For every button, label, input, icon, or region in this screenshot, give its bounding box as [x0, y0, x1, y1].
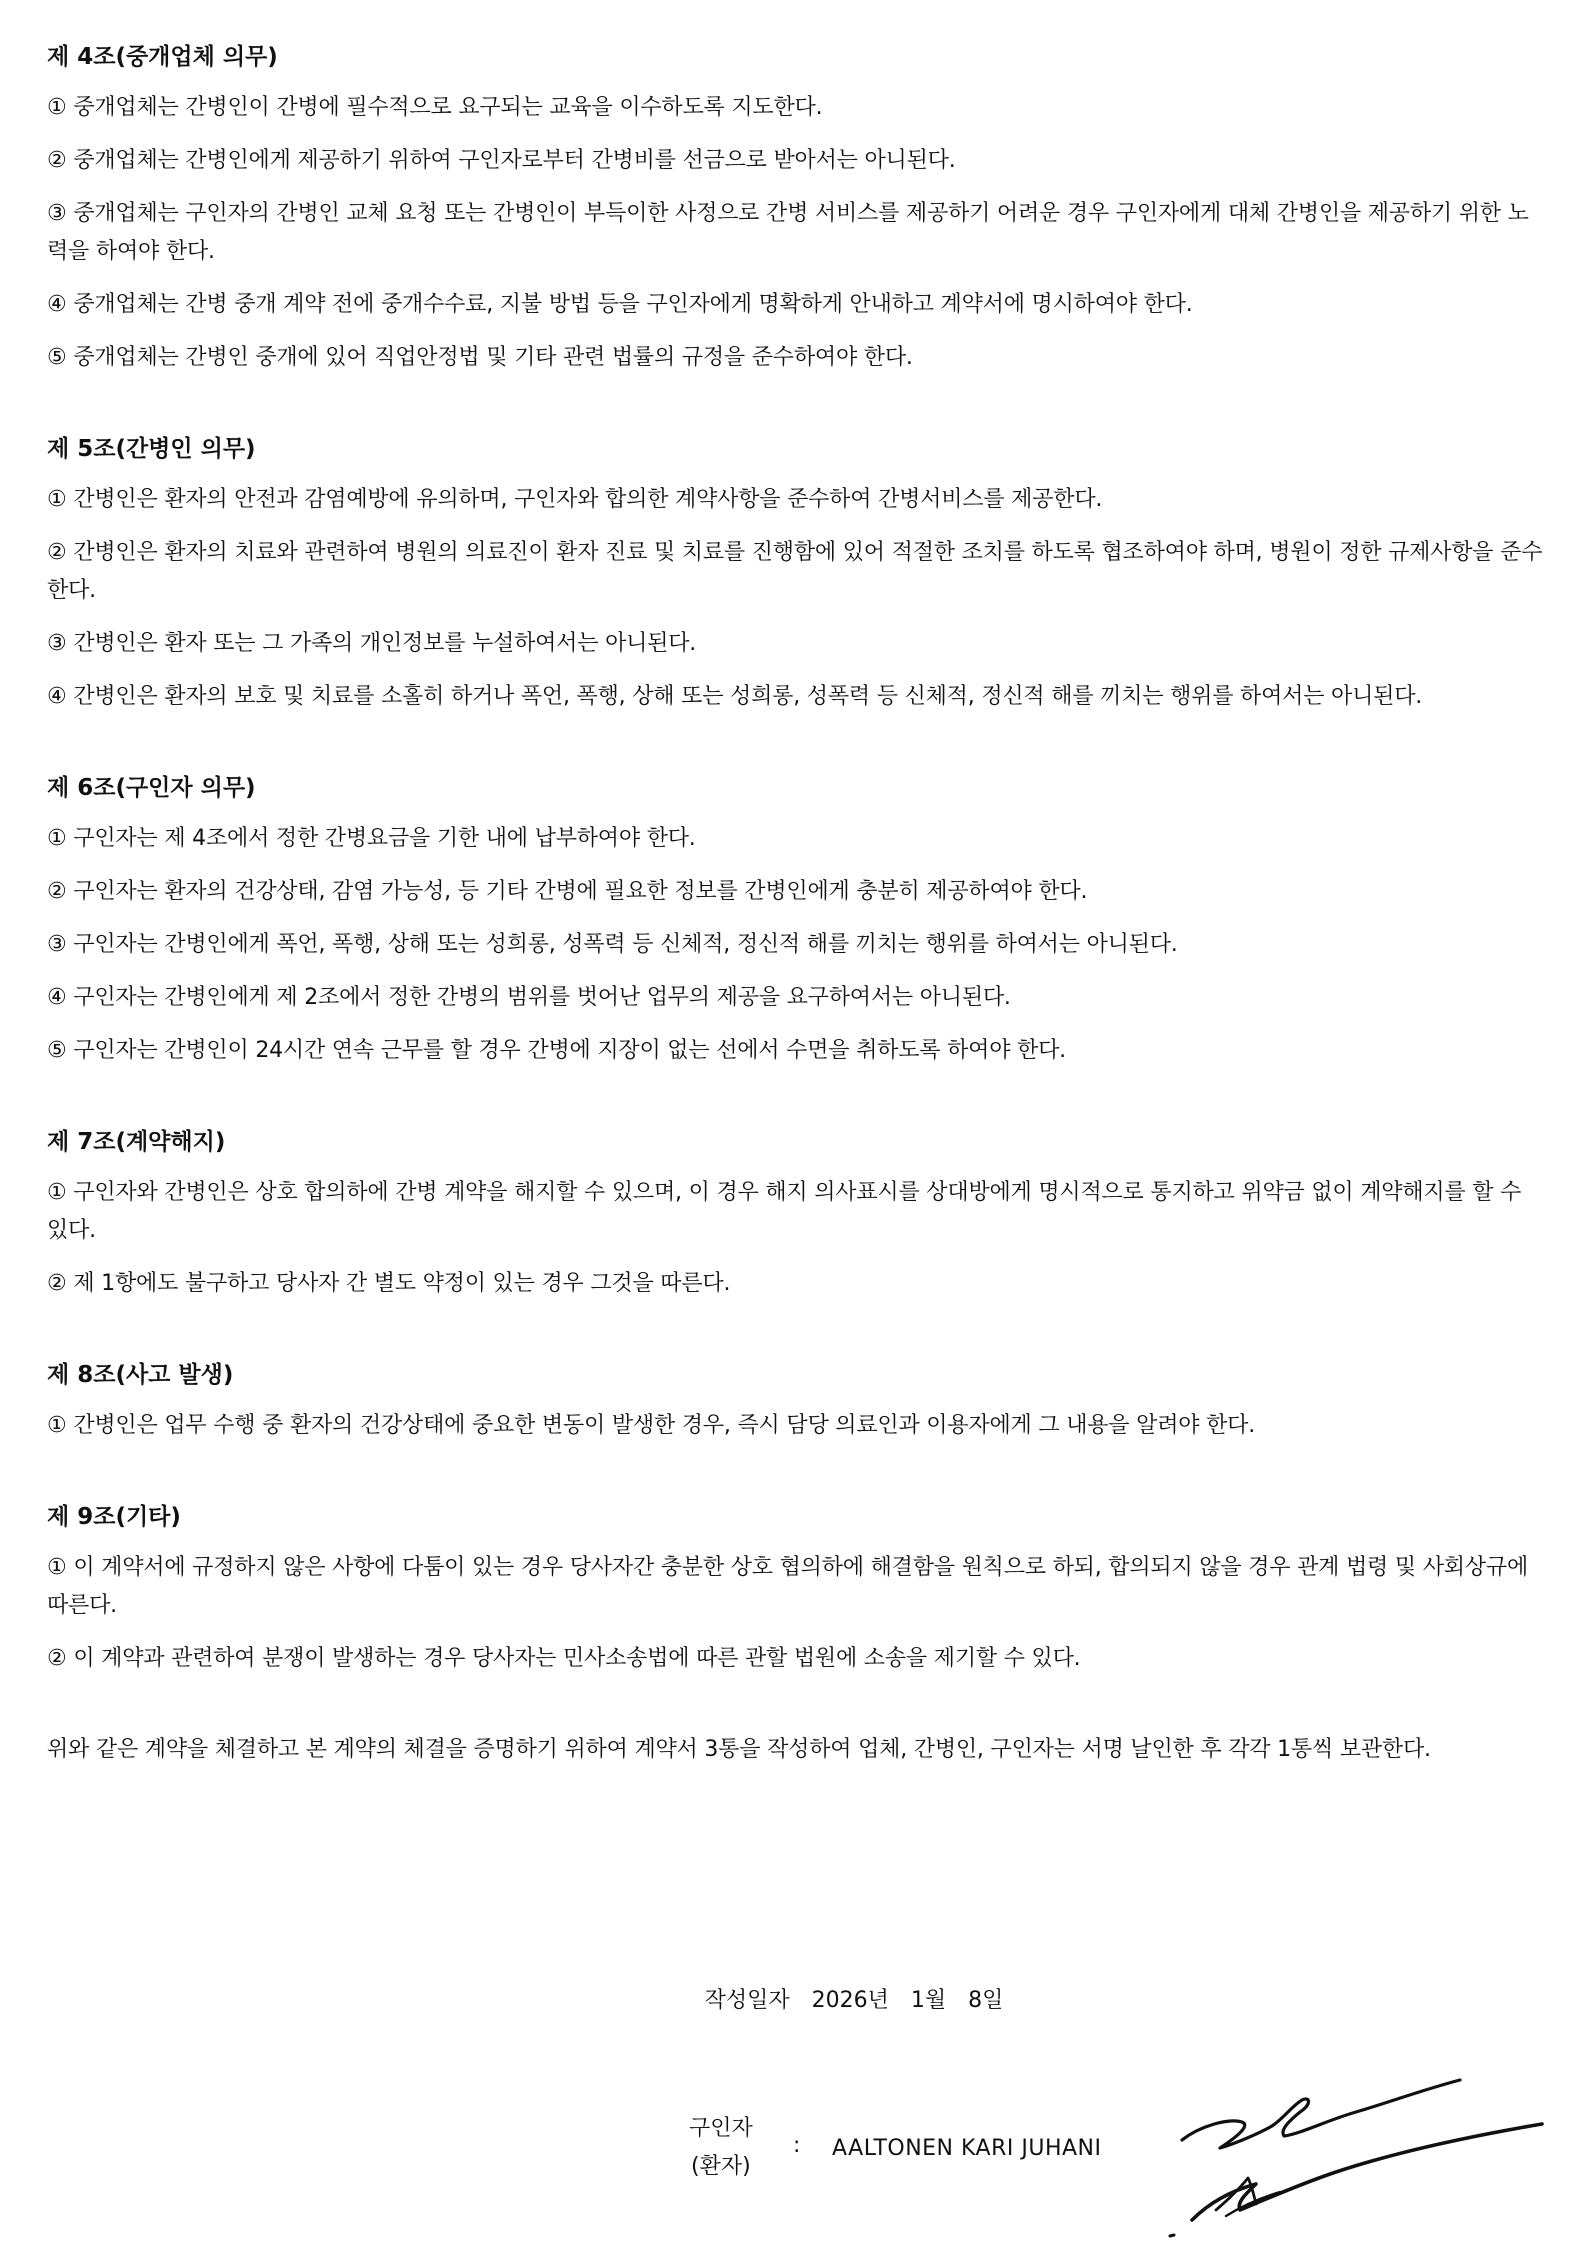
- signatory-role: [689, 2110, 753, 2186]
- clause: ② 제 1항에도 불구하고 당사자 간 별도 약정이 있는 경우 그것을 따른다.: [47, 1271, 731, 1296]
- signatory-role-sub: (환자): [691, 2154, 751, 2179]
- clause: ① 구인자는 제 4조에서 정한 간병요금을 기한 내에 납부하여야 한다.: [47, 826, 696, 851]
- clause: ① 구인자와 간병인은 상호 합의하에 간병 계약을 해지할 수 있으며, 이 경우 해지 의사표시를 상대방에게 명시적으로 통지하고 위약금 없이 계약해지를 할 수 있다.: [47, 1180, 1522, 1243]
- handwritten-signature: [1160, 2060, 1560, 2245]
- signatory-role-title: 구인자: [689, 2116, 753, 2141]
- contract-document: [47, 38, 1547, 1791]
- clause: ① 이 계약서에 규정하지 않은 사항에 다툼이 있는 경우 당사자간 충분한 상호 협의하에 해결함을 원칙으로 하되, 합의되지 않을 경우 관계 법령 및 사회상규에 따른다.: [47, 1555, 1528, 1618]
- date-line: [0, 1983, 1588, 2019]
- clause: ⑤ 중개업체는 간병인 중개에 있어 직업안정법 및 기타 관련 법률의 규정을 준수하여야 한다.: [47, 345, 913, 370]
- article-9: [47, 1498, 1547, 1678]
- article-title: 제 9조(기타): [47, 1504, 181, 1530]
- clause: ④ 중개업체는 간병 중개 계약 전에 중개수수료, 지불 방법 등을 구인자에게 명확하게 안내하고 계약서에 명시하여야 한다.: [47, 292, 1193, 317]
- article-5: [47, 430, 1547, 716]
- closing-statement: 위와 같은 계약을 체결하고 본 계약의 체결을 증명하기 위하여 계약서 3통을 작성하여 업체, 간병인, 구인자는 서명 날인한 후 각각 1통씩 보관한다.: [47, 1737, 1431, 1762]
- clause: ① 간병인은 업무 수행 중 환자의 건강상태에 중요한 변동이 발생한 경우, 즉시 담당 의료인과 이용자에게 그 내용을 알려야 한다.: [47, 1413, 1255, 1438]
- article-title: 제 8조(사고 발생): [47, 1362, 234, 1388]
- clause: ② 구인자는 환자의 건강상태, 감염 가능성, 등 기타 간병에 필요한 정보를 간병인에게 충분히 제공하여야 한다.: [47, 879, 1088, 904]
- clause: ④ 구인자는 간병인에게 제 2조에서 정한 간병의 범위를 벗어난 업무의 제공을 요구하여서는 아니된다.: [47, 985, 1011, 1010]
- date-year: 2026년: [811, 1988, 889, 2013]
- article-title: 제 5조(간병인 의무): [47, 436, 256, 462]
- clause: ⑤ 구인자는 간병인이 24시간 연속 근무를 할 경우 간병에 지장이 없는 선에서 수면을 취하도록 하여야 한다.: [47, 1038, 1066, 1063]
- clause: ② 간병인은 환자의 치료와 관련하여 병원의 의료진이 환자 진료 및 치료를 진행함에 있어 적절한 조치를 하도록 협조하여야 하며, 병원이 정한 규제사항을 준수한다.: [47, 540, 1543, 603]
- clause: ③ 간병인은 환자 또는 그 가족의 개인정보를 누설하여서는 아니된다.: [47, 631, 697, 656]
- article-6: [47, 769, 1547, 1070]
- date-label: 작성일자: [704, 1988, 790, 2013]
- clause: ② 이 계약과 관련하여 분쟁이 발생하는 경우 당사자는 민사소송법에 따른 관할 법원에 소송을 제기할 수 있다.: [47, 1646, 1081, 1671]
- signatory-name: AALTONEN KARI JUHANI: [832, 2136, 1102, 2161]
- clause: ② 중개업체는 간병인에게 제공하기 위하여 구인자로부터 간병비를 선금으로 받아서는 아니된다.: [47, 148, 956, 173]
- clause: ① 중개업체는 간병인이 간병에 필수적으로 요구되는 교육을 이수하도록 지도한다.: [47, 95, 823, 120]
- clause: ④ 간병인은 환자의 보호 및 치료를 소홀히 하거나 폭언, 폭행, 상해 또는 성희롱, 성폭력 등 신체적, 정신적 해를 끼치는 행위를 하여서는 아니된다.: [47, 684, 1423, 709]
- clause: ① 간병인은 환자의 안전과 감염예방에 유의하며, 구인자와 합의한 계약사항을 준수하여 간병서비스를 제공한다.: [47, 487, 1103, 512]
- article-title: 제 4조(중개업체 의무): [47, 44, 278, 70]
- article-8: [47, 1356, 1547, 1445]
- date-day: 8일: [968, 1988, 1004, 2013]
- article-7: [47, 1123, 1547, 1303]
- article-4: [47, 38, 1547, 377]
- article-title: 제 6조(구인자 의무): [47, 775, 256, 801]
- clause: ③ 구인자는 간병인에게 폭언, 폭행, 상해 또는 성희롱, 성폭력 등 신체적, 정신적 해를 끼치는 행위를 하여서는 아니된다.: [47, 932, 1178, 957]
- clause: ③ 중개업체는 구인자의 간병인 교체 요청 또는 간병인이 부득이한 사정으로 간병 서비스를 제공하기 어려운 경우 구인자에게 대체 간병인을 제공하기 위한 노력을 하여야 한다.: [47, 201, 1529, 264]
- signatory-colon: :: [793, 2133, 801, 2158]
- article-title: 제 7조(계약해지): [47, 1129, 226, 1155]
- date-month: 1월: [910, 1988, 947, 2013]
